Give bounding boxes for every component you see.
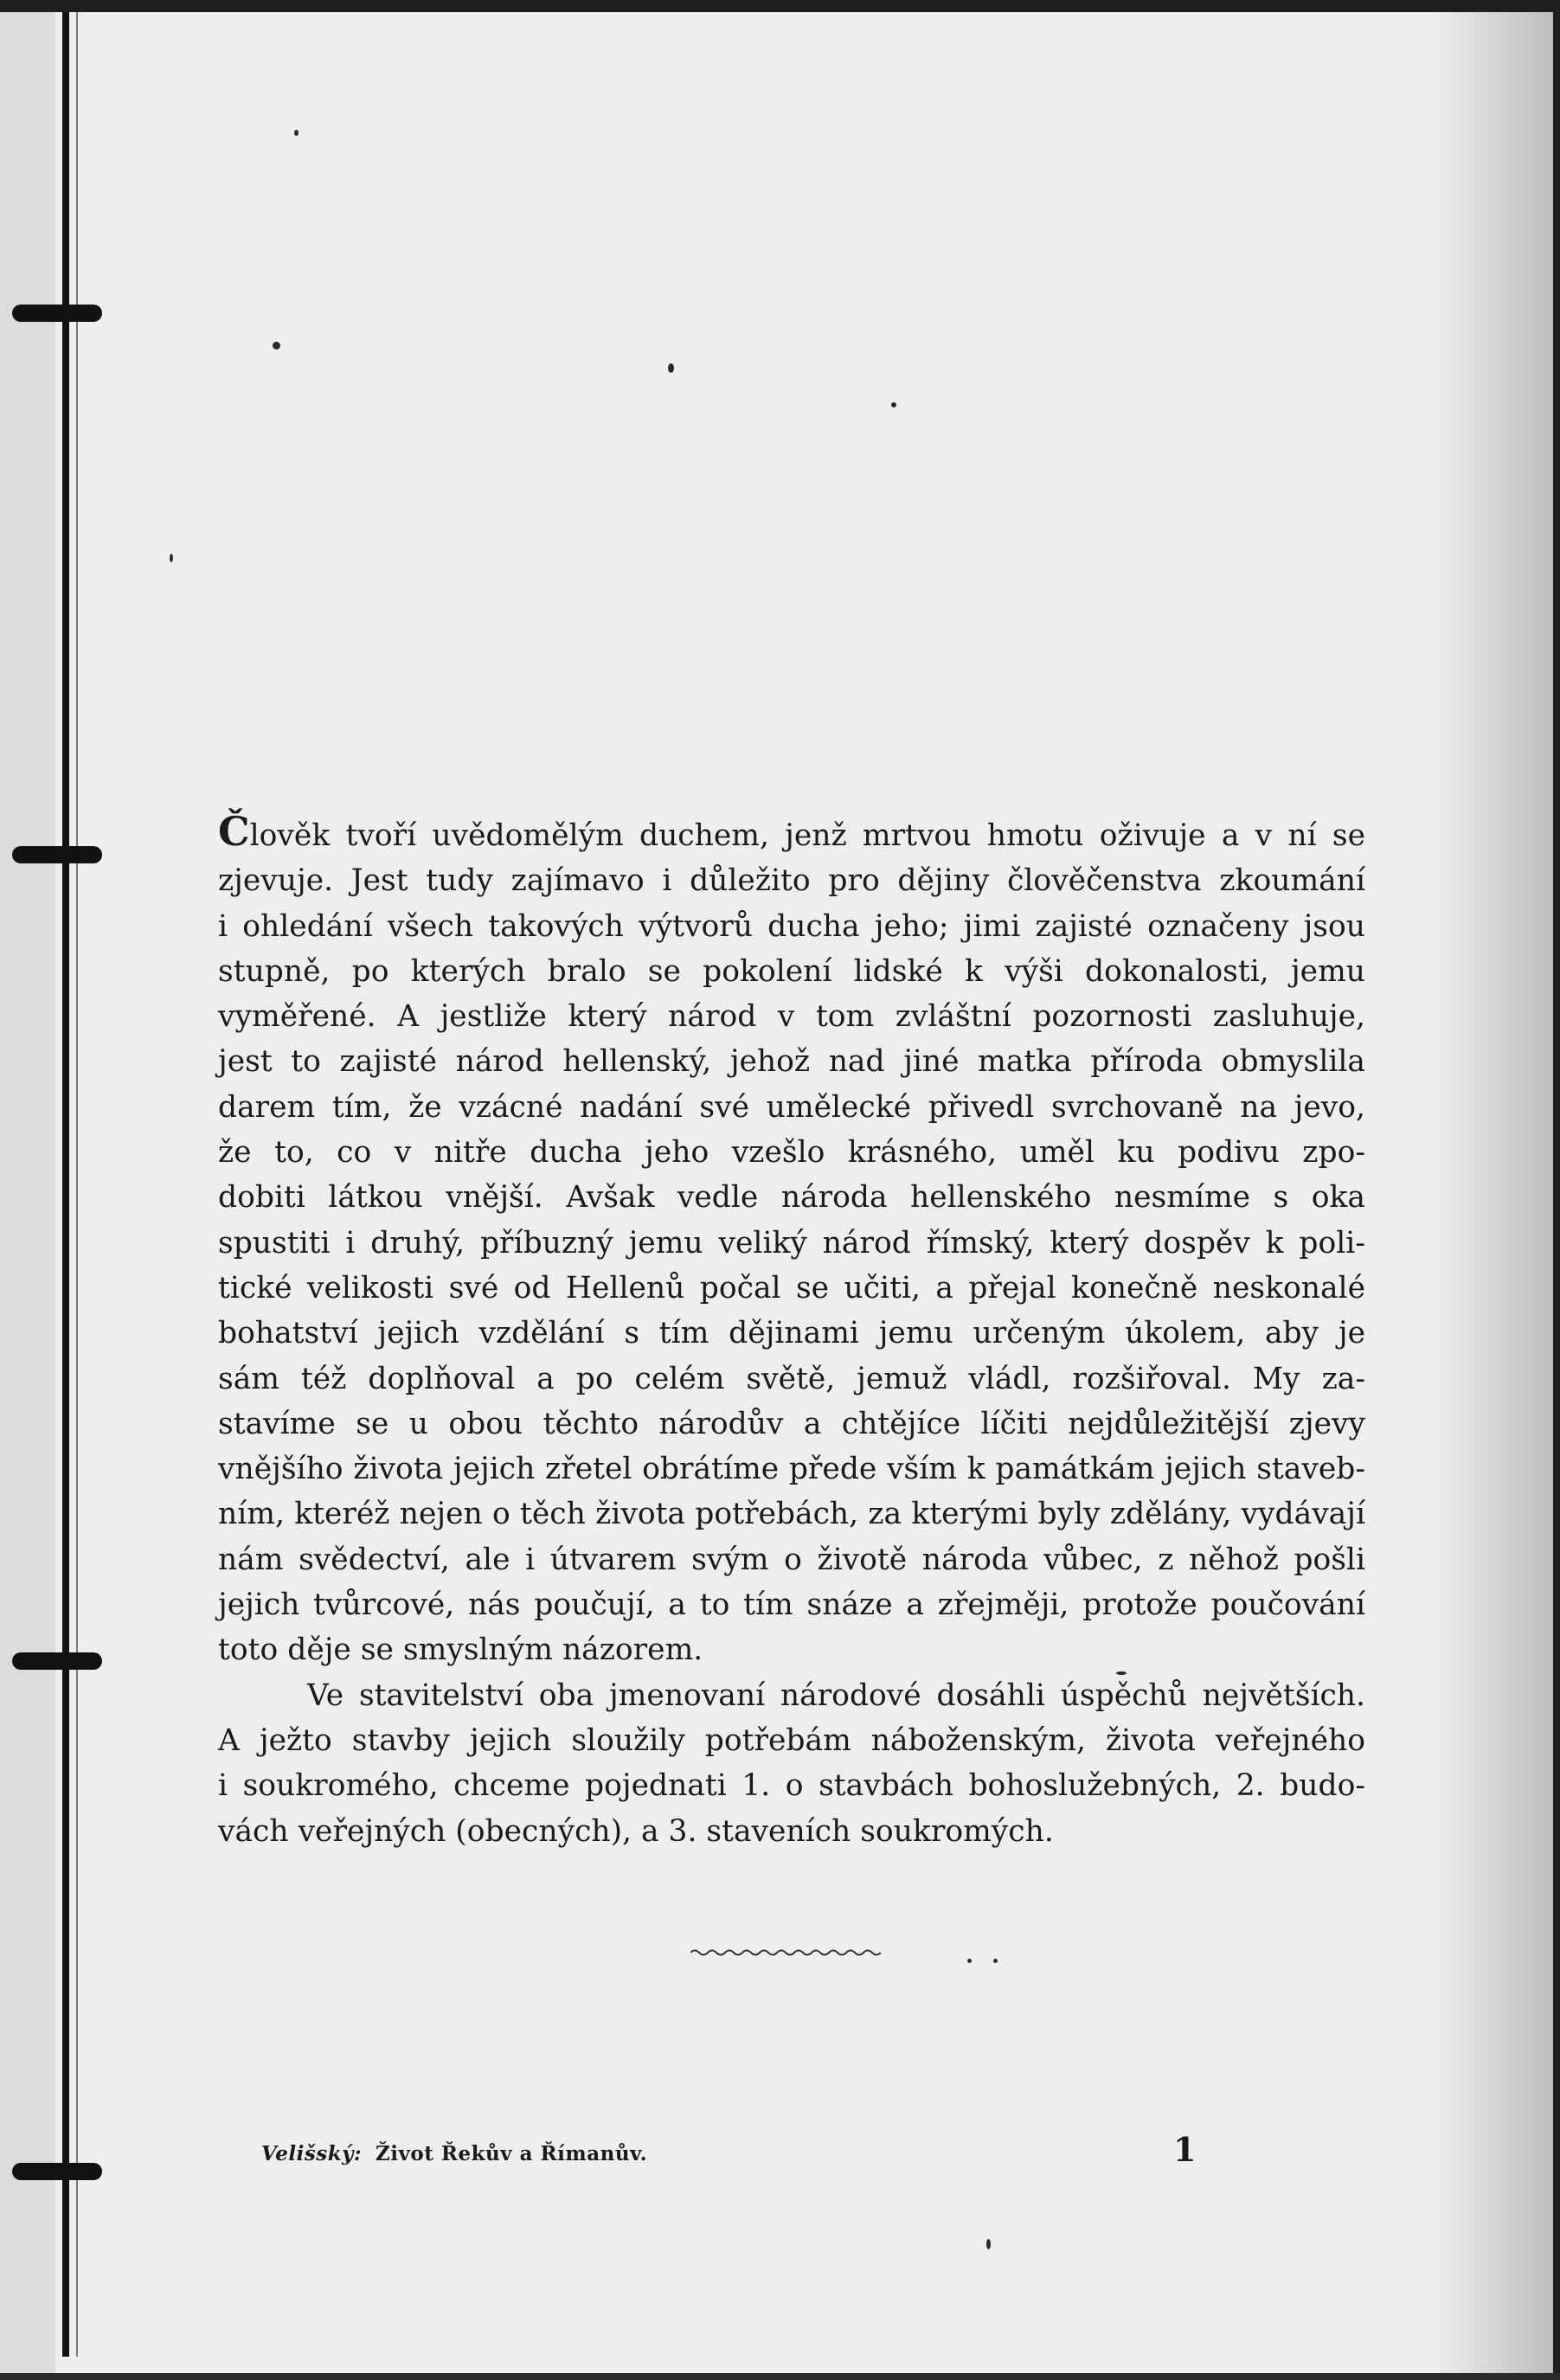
paper-speck bbox=[993, 1959, 998, 1963]
paper-speck bbox=[986, 2239, 991, 2249]
text-line: jejich tvůrcové, nás poučují, a to tím snáze a zřejměji, protože poučování bbox=[218, 1588, 1365, 1623]
text-line: toto děje se smyslným názorem. bbox=[218, 1633, 703, 1668]
text-line: i ohledání všech takových výtvorů ducha jeho; jimi zajisté označeny jsou bbox=[218, 908, 1365, 944]
text-line: zjevuje. Jest tudy zajímavo i důležito pro dějiny člověčenstva zkoumání bbox=[218, 863, 1365, 899]
page-footer bbox=[261, 2130, 1196, 2175]
binding-stitch bbox=[12, 305, 102, 322]
page-number: 1 bbox=[1173, 2130, 1197, 2169]
scan-right-shadow bbox=[1432, 12, 1553, 2373]
text-line: tické velikosti své od Hellenů počal se učiti, a přejal konečně neskonalé bbox=[218, 1270, 1365, 1305]
paper-speck bbox=[294, 130, 299, 136]
binding-stitch bbox=[12, 2163, 102, 2180]
binding-stitch bbox=[12, 1652, 102, 1670]
scan-right-edge bbox=[1553, 0, 1560, 2380]
body-text bbox=[218, 808, 1365, 1854]
paper-speck bbox=[668, 363, 674, 373]
drop-cap: Č bbox=[218, 808, 250, 855]
text-line: i soukromého, chceme pojednati 1. o stavbách bohoslužebných, 2. budo- bbox=[218, 1768, 1365, 1804]
text-line: vnějšího života jejich zřetel obrátíme přede vším k památkám jejich staveb- bbox=[218, 1452, 1365, 1487]
text-line: bohatství jejich vzdělání s tím dějinami jemu určeným úkolem, aby je bbox=[218, 1316, 1365, 1351]
text-line: A ježto stavby jejich sloužily potřebám náboženským, života veřejného bbox=[218, 1722, 1365, 1758]
text-line: sám též doplňoval a po celém světě, jemuž vládl, rozšiřoval. My za- bbox=[218, 1361, 1365, 1396]
paper-speck bbox=[967, 1959, 972, 1963]
text-line: že to, co v nitře ducha jeho vzešlo krásného, uměl ku podivu zpo- bbox=[218, 1135, 1365, 1171]
text-line: spustiti i druhý, příbuzný jemu veliký národ římský, který dospěv k poli- bbox=[218, 1225, 1365, 1261]
text-line: darem tím, že vzácné nadání své umělecké přivedl svrchovaně na jevo, bbox=[218, 1089, 1365, 1125]
paper-speck bbox=[170, 554, 173, 562]
wavy-divider bbox=[690, 1947, 881, 1959]
text-line: nám svědectví, ale i útvarem svým o životě národa vůbec, z něhož pošli bbox=[218, 1542, 1365, 1577]
scan-bottom-edge bbox=[0, 2373, 1560, 2380]
footer-author: Velišský: bbox=[261, 2142, 363, 2165]
text-line: stavíme se u obou těchto národův a chtějíce líčiti nejdůležitější zjevy bbox=[218, 1406, 1365, 1441]
text-line: vách veřejných (obecných), a 3. staveních soukromých. bbox=[218, 1813, 1054, 1849]
paper-speck bbox=[891, 402, 896, 407]
scan-top-edge bbox=[0, 0, 1560, 12]
footer-title: Život Řekův a Římanův. bbox=[376, 2142, 648, 2165]
text-line: jest to zajisté národ hellenský, jehož nad jiné matka příroda obmyslila bbox=[218, 1044, 1365, 1080]
text-line: Ve stavitelství oba jmenovaní národové dosáhli úspěchů největších. bbox=[307, 1678, 1365, 1713]
scan-left-margin bbox=[0, 0, 55, 2380]
binding-spine bbox=[62, 12, 69, 2357]
binding-stitch bbox=[12, 846, 102, 863]
paragraph bbox=[218, 808, 1365, 1673]
text-line: Člověk tvoří uvědomělým duchem, jenž mrtvou hmotu oživuje a v ní se bbox=[218, 808, 1365, 855]
text-line: ním, kteréž nejen o těch života potřebách, za kterými byly zdělány, vydávají bbox=[218, 1497, 1365, 1532]
paper-speck bbox=[273, 342, 280, 350]
text-line: stupně, po kterých bralo se pokolení lidské k výši dokonalosti, jemu bbox=[218, 953, 1365, 989]
text-line: vyměřené. A jestliže který národ v tom zvláštní pozornosti zasluhuje, bbox=[218, 999, 1365, 1035]
paragraph bbox=[218, 1673, 1365, 1854]
text-line: dobiti látkou vnější. Avšak vedle národa hellenského nesmíme s oka bbox=[218, 1180, 1365, 1216]
binding-spine-edge bbox=[76, 12, 78, 2357]
